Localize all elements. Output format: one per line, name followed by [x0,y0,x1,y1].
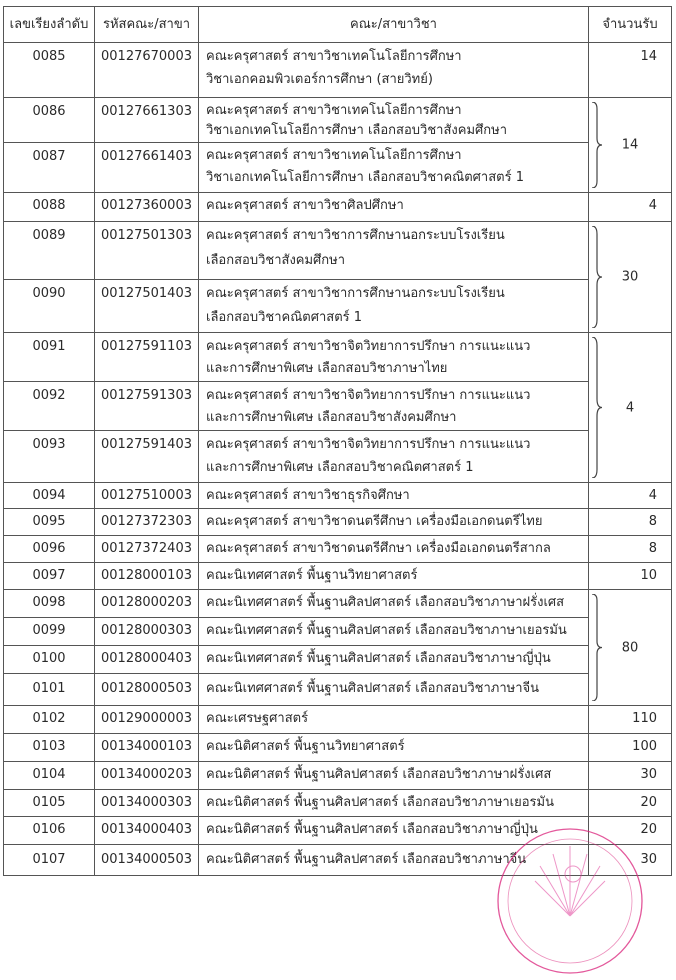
faculty-line1: คณะนิติศาสตร์ พื้นฐานศิลปศาสตร์ เลือกสอบวิชาภาษาฝรั่งเศส [206,767,552,782]
group-quota-value: 80 [621,640,639,655]
seq-cell: 0106 [32,822,66,837]
seq-cell: 0088 [32,198,66,213]
table-row [3,509,672,536]
table-row [3,536,672,563]
table-row [3,762,672,790]
seq-cell: 0096 [32,541,66,556]
seq-cell: 0098 [32,595,66,610]
seq-cell: 0095 [32,514,66,529]
faculty-line1: คณะนิเทศศาสตร์ พื้นฐานศิลปศาสตร์ เลือกสอบวิชาภาษาจีน [206,681,540,696]
header-faculty-label: คณะ/สาขาวิชา [350,17,437,32]
faculty-line2: และการศึกษาพิเศษ เลือกสอบวิชาคณิตศาสตร์ 1 [206,460,474,475]
seq-cell: 0091 [32,339,66,354]
table-row [3,483,672,509]
header-code-label: รหัสคณะ/สาขา [102,17,191,32]
faculty-line1: คณะนิเทศศาสตร์ พื้นฐานศิลปศาสตร์ เลือกสอบวิชาภาษาเยอรมัน [206,623,567,638]
faculty-line1: คณะครุศาสตร์ สาขาวิชาจิตวิทยาการปรึกษา การแนะแนว [206,437,531,452]
code-cell: 00128000203 [101,595,192,610]
faculty-line1: คณะนิเทศศาสตร์ พื้นฐานศิลปศาสตร์ เลือกสอบวิชาภาษาญี่ปุ่น [206,651,551,666]
table-row [3,790,672,817]
quota-cell: 100 [632,739,657,754]
code-cell: 00134000303 [101,795,192,810]
faculty-line1: คณะครุศาสตร์ สาขาวิชาศิลปศึกษา [206,198,404,213]
quota-cell: 4 [648,488,657,503]
table-row [3,222,672,280]
seq-cell: 0102 [32,711,66,726]
faculty-line1: คณะครุศาสตร์ สาขาวิชาจิตวิทยาการปรึกษา การแนะแนว [206,388,531,403]
seq-cell: 0097 [32,568,66,583]
seq-cell: 0100 [32,651,66,666]
code-cell: 00127501403 [101,286,192,301]
code-cell: 00127591403 [101,437,192,452]
faculty-line2: เลือกสอบวิชาคณิตศาสตร์ 1 [206,310,363,325]
faculty-line1: คณะครุศาสตร์ สาขาวิชาการศึกษานอกระบบโรงเรียน [206,228,505,243]
quota-group-0086-0087 [589,98,672,193]
code-cell: 00127661403 [101,149,192,164]
faculty-line1: คณะครุศาสตร์ สาขาวิชาการศึกษานอกระบบโรงเรียน [206,286,505,301]
seq-cell: 0107 [32,852,66,867]
quota-cell: 8 [648,514,657,529]
seq-cell: 0094 [32,488,66,503]
quota-cell: 4 [648,198,657,213]
faculty-line2: วิชาเอกเทคโนโลยีการศึกษา เลือกสอบวิชาสังคมศึกษา [206,123,508,138]
seq-cell: 0089 [32,228,66,243]
table-row [3,590,672,618]
code-cell: 00127360003 [101,198,192,213]
quota-cell: 8 [648,541,657,556]
quota-group-0098-0101 [589,590,672,706]
faculty-line1: คณะครุศาสตร์ สาขาวิชาจิตวิทยาการปรึกษา การแนะแนว [206,339,531,354]
faculty-line1: คณะนิเทศศาสตร์ พื้นฐานศิลปศาสตร์ เลือกสอบวิชาภาษาฝรั่งเศส [206,595,565,610]
table-row [3,618,672,646]
code-cell: 00127501303 [101,228,192,243]
seq-cell: 0086 [32,104,66,119]
table-header-row [3,6,672,43]
code-cell: 00134000103 [101,739,192,754]
table-row [3,382,672,431]
table-row [3,143,672,193]
code-cell: 00127670003 [101,49,192,64]
faculty-line2: และการศึกษาพิเศษ เลือกสอบวิชาสังคมศึกษา [206,410,457,425]
faculty-line1: คณะครุศาสตร์ สาขาวิชาเทคโนโลยีการศึกษา [206,103,462,118]
seq-cell: 0103 [32,739,66,754]
header-seq [3,7,95,42]
seq-cell: 0101 [32,681,66,696]
quota-cell: 20 [640,795,657,810]
table-row [3,333,672,382]
code-cell: 00134000203 [101,767,192,782]
header-code [95,7,199,42]
quota-group-0091-0093 [589,333,672,483]
header-quota-label: จำนวนรับ [602,17,658,32]
code-cell: 00127661303 [101,104,192,119]
code-cell: 00128000503 [101,681,192,696]
quota-cell: 30 [640,852,657,867]
faculty-line1: คณะครุศาสตร์ สาขาวิชาดนตรีศึกษา เครื่องมือเอกดนตรีไทย [206,514,543,529]
code-cell: 00128000403 [101,651,192,666]
table-row [3,563,672,590]
seq-cell: 0092 [32,388,66,403]
faculty-line1: คณะเศรษฐศาสตร์ [206,711,309,726]
table-row [3,43,672,98]
code-cell: 00127510003 [101,488,192,503]
seq-cell: 0085 [32,49,66,64]
faculty-line1: คณะครุศาสตร์ สาขาวิชาเทคโนโลยีการศึกษา [206,49,462,64]
quota-cell: 30 [640,767,657,782]
code-cell: 00134000403 [101,822,192,837]
table-row [3,646,672,674]
seq-cell: 0090 [32,286,66,301]
table-row [3,817,672,845]
group-quota-value: 30 [621,269,639,285]
code-cell: 00128000103 [101,568,192,583]
table-row [3,431,672,483]
header-quota [589,7,672,42]
code-cell: 00127372403 [101,541,192,556]
quota-cell: 10 [640,568,657,583]
code-cell: 00127591103 [101,339,192,354]
group-quota-value: 4 [625,400,635,415]
group-quota-value: 14 [621,137,639,153]
quota-cell: 110 [632,711,657,726]
code-cell: 00134000503 [101,852,192,867]
header-faculty [199,7,589,42]
quota-cell: 14 [640,49,657,64]
table-row [3,193,672,222]
table-row [3,706,672,734]
faculty-line2: และการศึกษาพิเศษ เลือกสอบวิชาภาษาไทย [206,361,448,376]
seq-cell: 0105 [32,795,66,810]
seq-cell: 0093 [32,437,66,452]
quota-group-0089-0090 [589,222,672,333]
table-row [3,98,672,143]
faculty-line1: คณะครุศาสตร์ สาขาวิชาดนตรีศึกษา เครื่องมือเอกดนตรีสากล [206,541,551,556]
faculty-line1: คณะครุศาสตร์ สาขาวิชาเทคโนโลยีการศึกษา [206,148,462,163]
faculty-line2: วิชาเอกคอมพิวเตอร์การศึกษา (สายวิทย์) [206,72,433,87]
faculty-line2: เลือกสอบวิชาสังคมศึกษา [206,253,346,268]
faculty-line1: คณะนิติศาสตร์ พื้นฐานศิลปศาสตร์ เลือกสอบวิชาภาษาเยอรมัน [206,795,554,810]
table-row [3,674,672,706]
header-seq-label: เลขเรียงลำดับ [9,17,89,32]
seq-cell: 0104 [32,767,66,782]
faculty-line1: คณะนิติศาสตร์ พื้นฐานศิลปศาสตร์ เลือกสอบวิชาภาษาญี่ปุ่น [206,822,538,837]
quota-cell: 20 [640,822,657,837]
code-cell: 00127372303 [101,514,192,529]
faculty-line1: คณะครุศาสตร์ สาขาวิชาธุรกิจศึกษา [206,488,410,503]
faculty-line1: คณะนิเทศศาสตร์ พื้นฐานวิทยาศาสตร์ [206,568,418,583]
seq-cell: 0087 [32,149,66,164]
seq-cell: 0099 [32,623,66,638]
faculty-line1: คณะนิติศาสตร์ พื้นฐานศิลปศาสตร์ เลือกสอบวิชาภาษาจีน [206,852,527,867]
code-cell: 00129000003 [101,711,192,726]
faculty-line2: วิชาเอกเทคโนโลยีการศึกษา เลือกสอบวิชาคณิตศาสตร์ 1 [206,170,524,185]
table-row [3,734,672,762]
code-cell: 00128000303 [101,623,192,638]
faculty-line1: คณะนิติศาสตร์ พื้นฐานวิทยาศาสตร์ [206,739,405,754]
table-row [3,845,672,876]
code-cell: 00127591303 [101,388,192,403]
table-row [3,280,672,333]
